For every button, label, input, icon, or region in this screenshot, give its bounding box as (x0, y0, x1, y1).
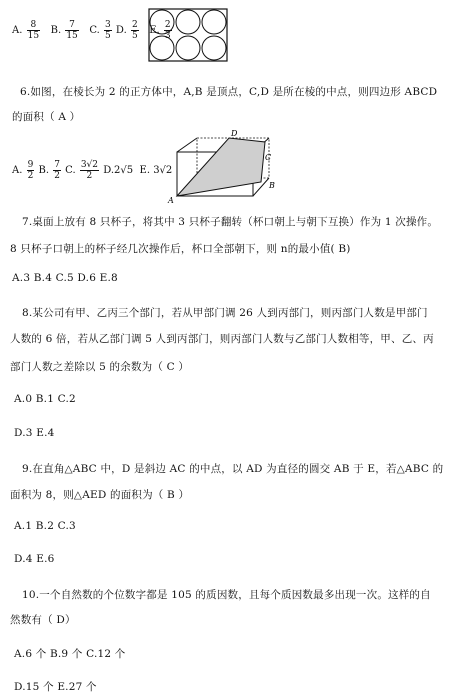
q8-line2: 人数的 6 倍，若从乙部门调 5 人到丙部门，则丙部门人数与乙部门人数相等，甲、乙、丙 (10, 333, 434, 345)
q10-options1: A.6 个 B.9 个 C.12 个 (14, 648, 126, 660)
option-label: D. (115, 25, 127, 36)
fraction: $\frac{2}{5}$ (131, 20, 138, 41)
option-label: A. (12, 25, 23, 36)
q10-line2: 然数有（ D） (10, 614, 76, 626)
fraction: $\frac{8}{15}$ (27, 20, 40, 41)
q6-line1: 6.如图，在棱长为 2 的正方体中，A,B 是顶点，C,D 是所在棱的中点，则四边形 ABCD (20, 86, 438, 98)
q7-line2: 8 只杯子口朝上的杯子经几次操作后，杯口全部朝下，则 n的最小值( B) (10, 243, 351, 255)
q8-options2: D.3 E.4 (14, 427, 55, 439)
circles-figure (148, 8, 228, 62)
label-a: A (168, 196, 174, 205)
q9-options1: A.1 B.2 C.3 (14, 520, 76, 532)
q10-options2: D.15 个 E.27 个 (14, 681, 97, 693)
option-label: B. (50, 25, 62, 36)
label-c: C (265, 153, 272, 162)
q8-line3: 部门人数之差除以 5 的余数为（ C ） (10, 361, 190, 373)
q10-line1: 10.一个自然数的个位数字都是 105 的质因数，且每个质因数最多出现一次。这样的自 (22, 589, 431, 601)
label-b: B (269, 181, 275, 190)
fraction: $\frac{7}{15}$ (66, 20, 78, 41)
q7-line1: 7.桌面上放有 8 只杯子，将其中 3 只杯子翻转（杯口朝上与朝下互换）作为 1 次操作。 (22, 216, 439, 228)
fraction: $\frac{3}{5}$ (104, 20, 111, 41)
option-label: E. (149, 25, 160, 36)
q8-options1: A.0 B.1 C.2 (14, 393, 76, 405)
q6-line2: 的面积（ A ） (12, 111, 81, 123)
q9-options2: D.4 E.6 (14, 553, 55, 565)
fraction: $\frac{2}{3}$ (164, 20, 171, 41)
cube-figure (165, 130, 285, 205)
option-label: C. (89, 25, 100, 36)
q6-options: A. $\frac{9}{2}$ B. $\frac{7}{2}$ C. $\frac{3√2}{2}$ D.2√5 E. 3√2 (12, 160, 173, 181)
q7-options: A.3 B.4 C.5 D.6 E.8 (12, 272, 118, 284)
q9-line2: 面积为 8，则△AED 的面积为（ B ） (10, 489, 190, 501)
label-d: D (231, 130, 238, 138)
q9-line1: 9.在直角△ABC 中，D 是斜边 AC 的中点，以 AD 为直径的圆交 AB 于 E，若△ABC 的 (22, 463, 444, 475)
q8-line1: 8.某公司有甲、乙丙三个部门，若从甲部门调 26 人到丙部门，则丙部门人数是甲部门 (22, 307, 428, 319)
